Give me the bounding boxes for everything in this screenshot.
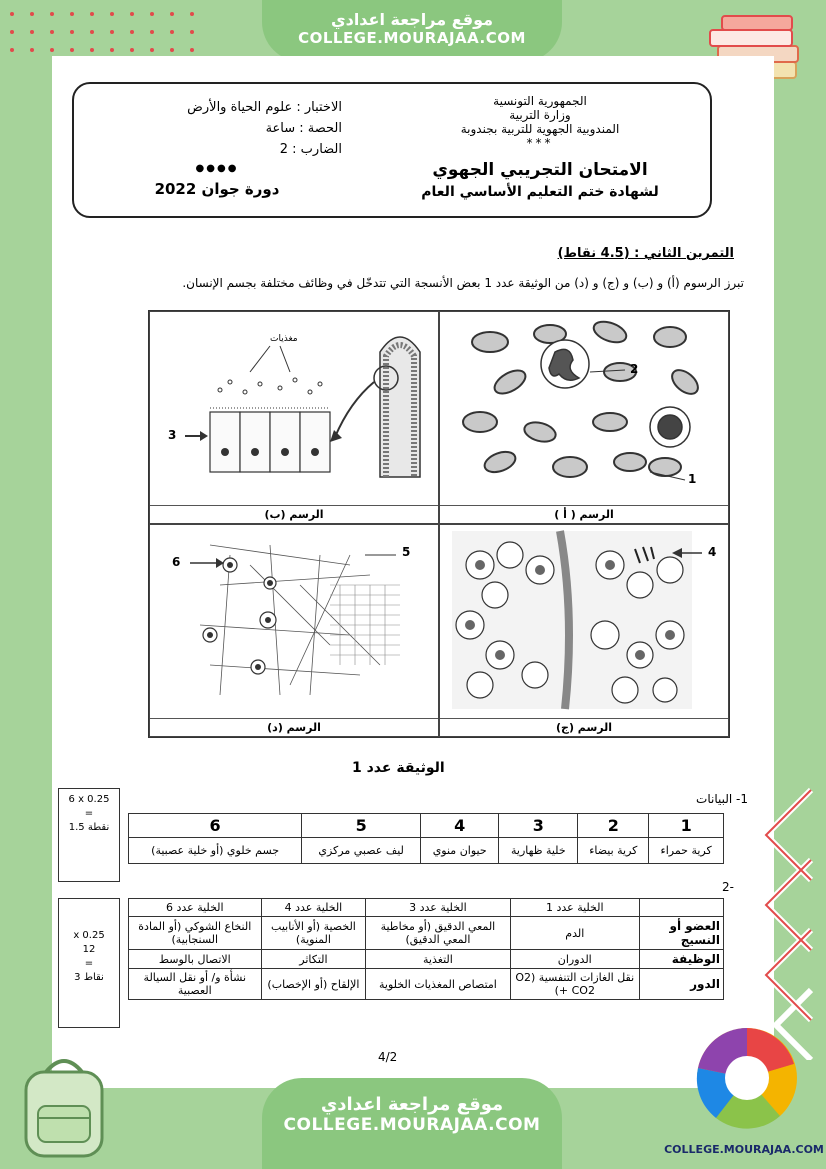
logo-text[interactable]: COLLEGE.MOURAJAA.COM: [664, 1143, 824, 1156]
label-1: 1: [688, 472, 697, 486]
exam-header: [72, 82, 712, 218]
score2-line3: =: [84, 958, 94, 969]
row-function-cell-1: الدوران: [510, 950, 639, 969]
decorative-dots: [0, 8, 200, 58]
figure-a: [439, 311, 729, 524]
row-organ-cell-1: الدم: [510, 917, 639, 950]
label-3: 3: [168, 428, 177, 442]
legend-number-6: 6: [129, 814, 302, 838]
row-organ-cell-2: المعي الدقيق (أو مخاطية المعي الدقيق): [366, 917, 510, 950]
figure-c: [439, 524, 729, 737]
row-organ-cell-3: الخصية (أو الأنابيب المنوية): [261, 917, 366, 950]
roles-col-2: الخلية عدد 3: [366, 899, 510, 917]
figure-b-caption: الرسم (ب): [150, 505, 438, 521]
testis-tissue-drawing: [440, 525, 730, 715]
legend-name-3: خلية ظهارية: [499, 838, 578, 864]
row-function-cell-2: التغذية: [366, 950, 510, 969]
exam-paper: [52, 56, 774, 1088]
roles-col-4: الخلية عدد 6: [129, 899, 262, 917]
score1-line2: =: [84, 808, 94, 819]
legend-name-4: حيوان منوي: [421, 838, 499, 864]
figures-grid: [148, 310, 730, 738]
legend-number-3: 3: [499, 814, 578, 838]
roles-col-0: [640, 899, 724, 917]
legend-number-1: 1: [649, 814, 724, 838]
row-function-cell-3: التكاثر: [261, 950, 366, 969]
row-organ-cell-4: النخاع الشوكي (أو المادة السنجابية): [129, 917, 262, 950]
header-exam-info: [92, 100, 342, 204]
row-role-cell-3: الإلقاح (أو الإخصاب): [261, 969, 366, 1000]
score1-line3: 1.5 نقطة: [68, 822, 110, 833]
legend-number-4: 4: [421, 814, 499, 838]
score2-line2: 12: [82, 944, 96, 955]
score-box-2: [58, 898, 120, 1028]
score-box-1: [58, 788, 120, 882]
page-number: 4/2: [378, 1050, 398, 1064]
section1-heading: 1- البيانات: [696, 792, 748, 806]
exam-subtitle: لشهادة ختم التعليم الأساسي العام: [421, 184, 659, 200]
row-role-cell-1: نقل الغازات التنفسية (O2 + CO2): [510, 969, 639, 1000]
logo-wheel-icon: [694, 1024, 800, 1132]
header-institution: [390, 94, 690, 200]
exam-title: الامتحان التجريبي الجهوي: [432, 160, 648, 180]
roles-col-1: الخلية عدد 1: [510, 899, 639, 917]
roles-table: [128, 898, 724, 1000]
backpack-icon: [14, 1050, 114, 1160]
legend-name-6: جسم خلوي (أو خلية عصبية): [129, 838, 302, 864]
score1-line1: 6 x 0.25: [68, 794, 110, 805]
site-banner-top[interactable]: [262, 0, 562, 62]
document-title: الوثيقة عدد 1: [352, 760, 445, 776]
label-4: 4: [708, 545, 717, 559]
label-2: 2: [630, 362, 639, 376]
site-banner-bottom[interactable]: [262, 1078, 562, 1169]
label-5: 5: [402, 545, 411, 559]
republic-text: الجمهورية التونسية: [493, 94, 587, 108]
figure-d: [149, 524, 439, 737]
site-name-ar-bottom: موقع مراجعة اعدادي: [320, 1094, 504, 1115]
commission-text: المندوبية الجهوية للتربية بجندوبة: [460, 122, 620, 136]
score2-line1: x 0.25: [73, 930, 105, 941]
row-organ-head: العضو أو النسيج: [640, 917, 724, 950]
ministry-text: وزارة التربية: [509, 108, 571, 122]
figure-d-caption: الرسم (د): [150, 718, 438, 734]
coefficient-text: الضارب : 2: [279, 142, 342, 157]
legend-number-5: 5: [302, 814, 421, 838]
row-function-cell-4: الاتصال بالوسط: [129, 950, 262, 969]
row-function-head: الوظيفة: [640, 950, 724, 969]
roles-col-3: الخلية عدد 4: [261, 899, 366, 917]
label-6: 6: [172, 555, 181, 569]
site-name-ar: موقع مراجعة اعدادي: [330, 10, 494, 29]
nutrients-label: مغذيات: [270, 334, 298, 344]
figure-a-caption: الرسم ( أ ): [440, 505, 728, 521]
subject-text: الاختبار : علوم الحياة والأرض: [187, 100, 342, 115]
nervous-tissue-drawing: [150, 525, 440, 715]
header-stars: ***: [526, 136, 554, 150]
legend-name-5: ليف عصبي مركزي: [302, 838, 421, 864]
figure-c-caption: الرسم (ج): [440, 718, 728, 734]
row-role-head: الدور: [640, 969, 724, 1000]
session-text: دورة جوان 2022: [154, 180, 280, 198]
row-role-cell-4: نشأة و/ أو نقل السيالة العصبية: [129, 969, 262, 1000]
figure-b: [149, 311, 439, 524]
duration-text: الحصة : ساعة: [265, 121, 342, 136]
site-url-bottom[interactable]: COLLEGE.MOURAJAA.COM: [283, 1115, 541, 1135]
legend-name-2: كرية بيضاء: [578, 838, 649, 864]
chevron-right-icon: [726, 780, 826, 1060]
section2-heading: -2: [722, 880, 734, 894]
blood-cells-drawing: [440, 312, 730, 502]
site-url[interactable]: COLLEGE.MOURAJAA.COM: [298, 29, 526, 47]
legend-name-1: كرية حمراء: [649, 838, 724, 864]
header-dots: ●●●●: [195, 163, 239, 174]
exercise-title: التمرين الثاني : (4.5 نقاط): [557, 246, 734, 261]
legend-table: [128, 813, 724, 864]
row-role-cell-2: امتصاص المغذيات الخلوية: [366, 969, 510, 1000]
score2-line4: 3 نقاط: [74, 972, 104, 983]
legend-number-2: 2: [578, 814, 649, 838]
exercise-intro: تبرز الرسوم (أ) و (ب) و (ج) و (د) من الوثيقة عدد 1 بعض الأنسجة التي تتدخّل في وظائف مختلفة بجسم الإنسان.: [182, 276, 744, 290]
